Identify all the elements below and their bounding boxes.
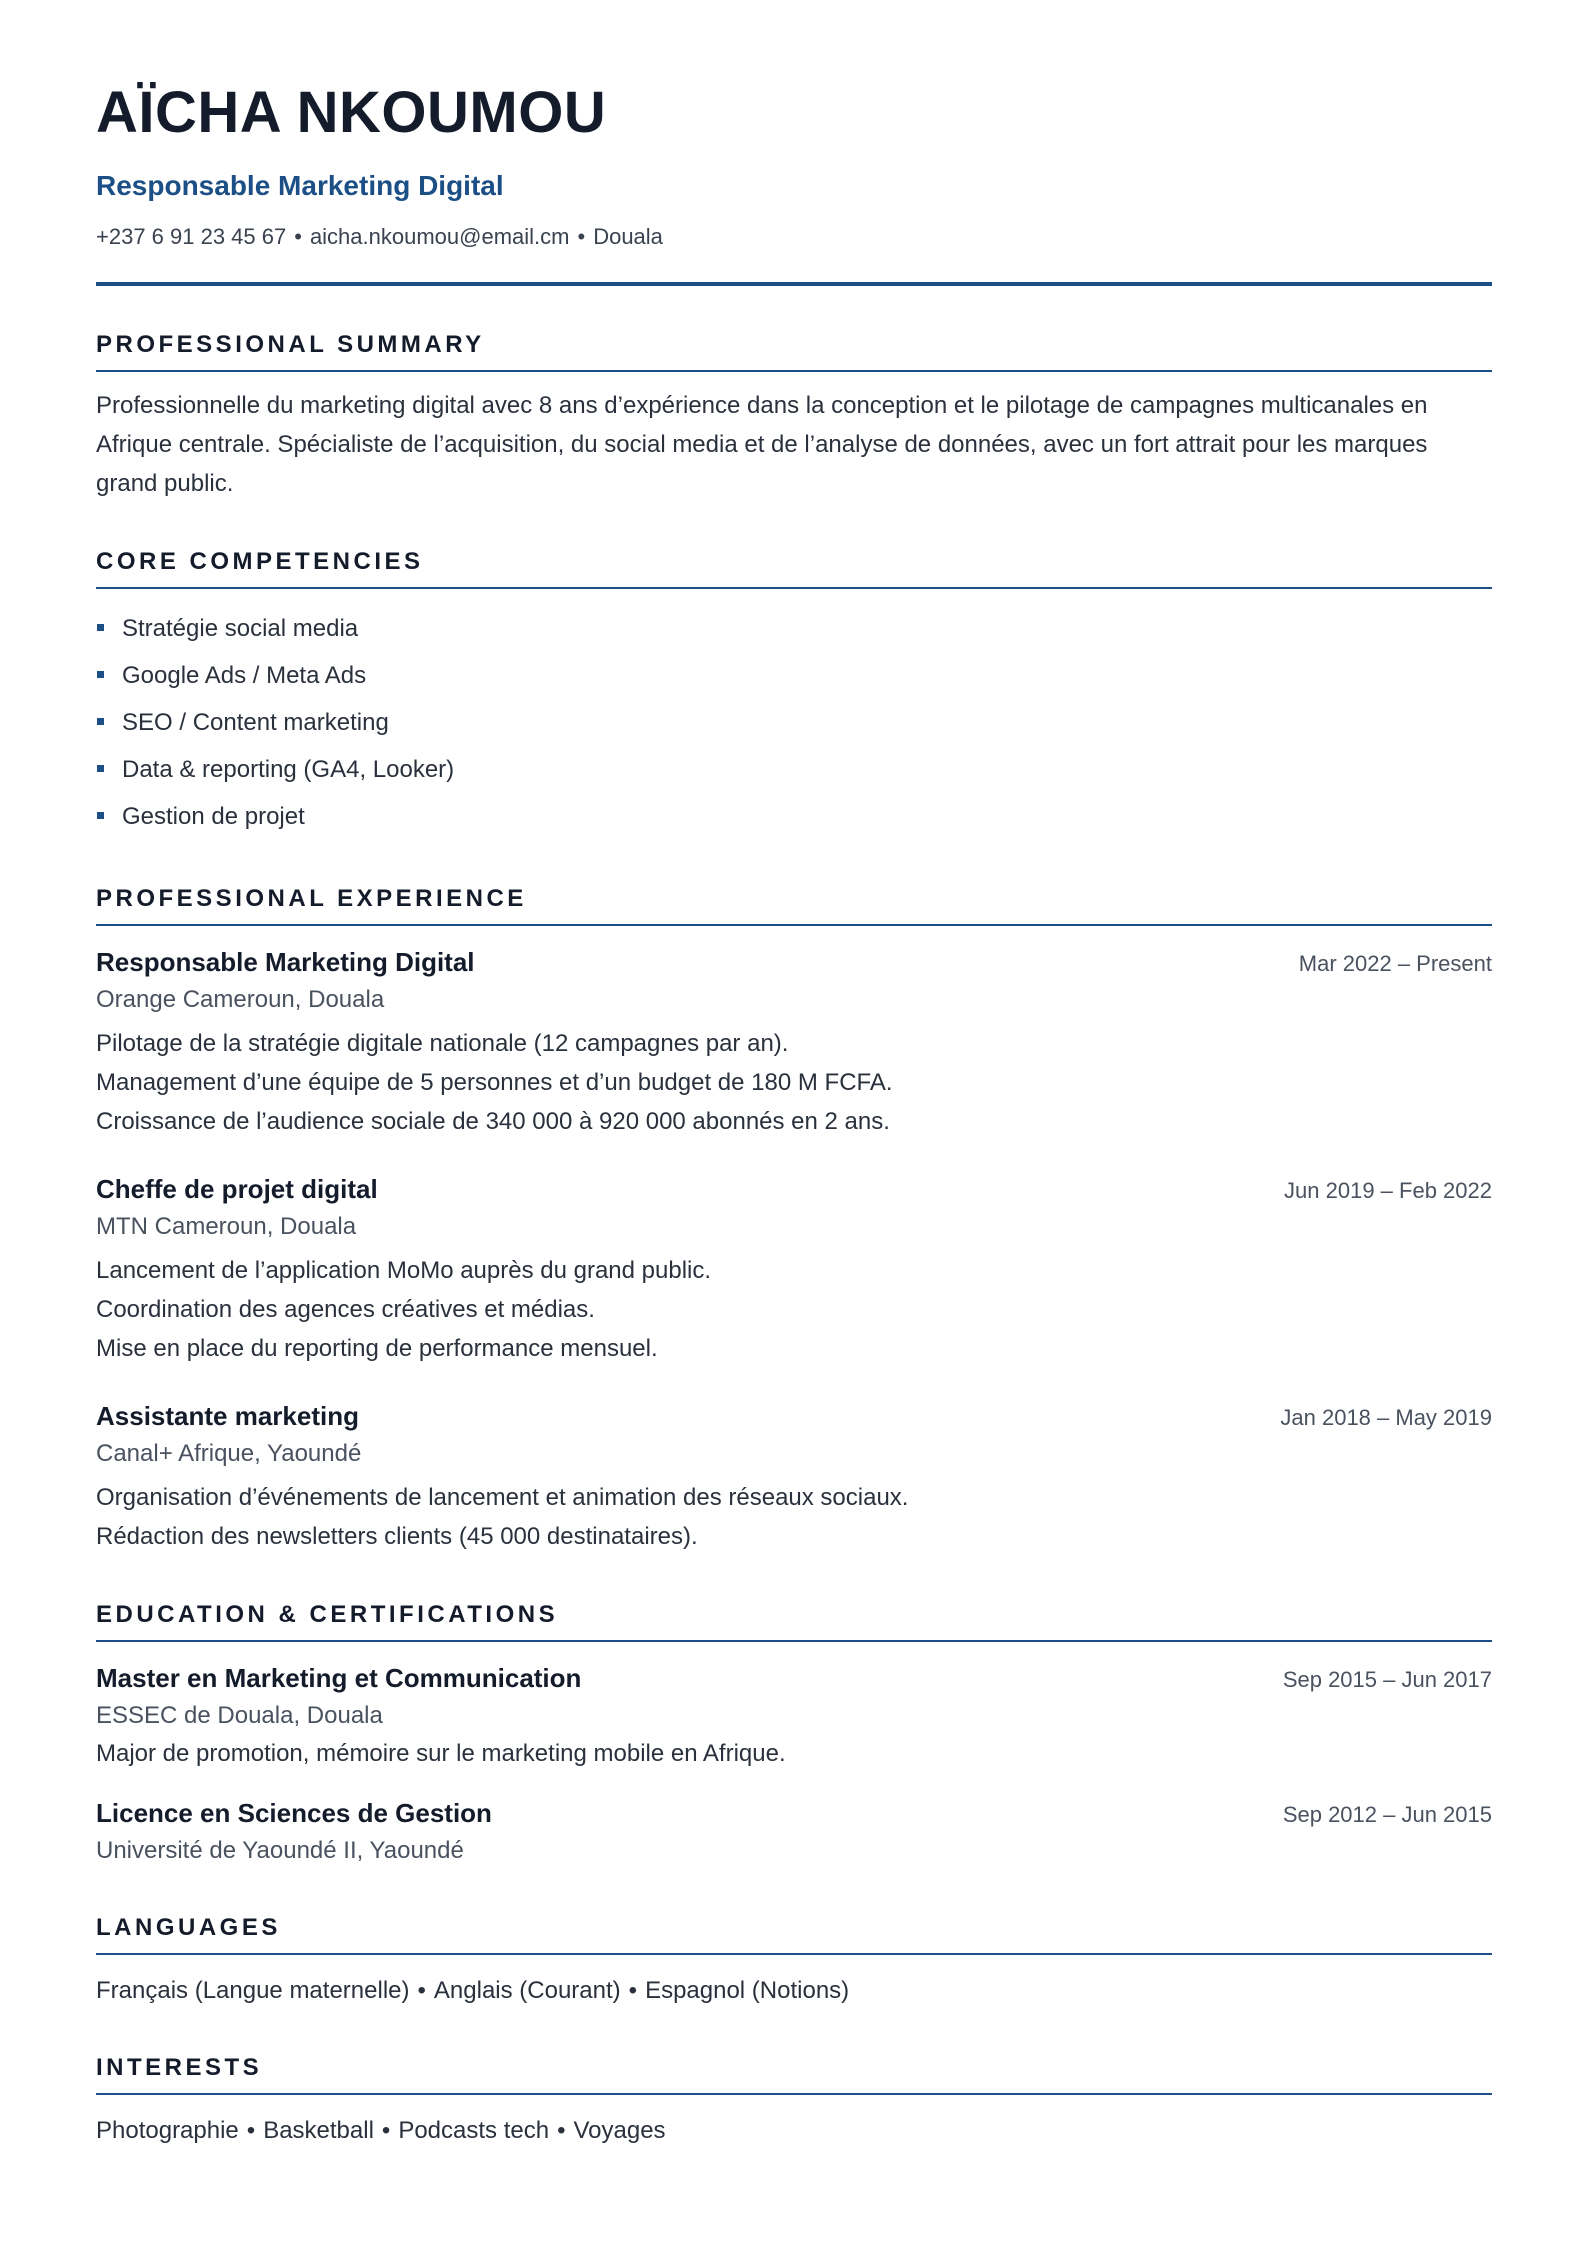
interest-item: Voyages <box>573 2117 666 2144</box>
interest-item: Basketball <box>263 2117 374 2144</box>
employer: Orange Cameroun, Douala <box>96 986 385 1013</box>
languages-list <box>96 1973 1492 2009</box>
interests-list <box>96 2113 1492 2149</box>
contact-separator: • <box>294 224 302 249</box>
competencies-list <box>96 605 1492 840</box>
experience-entry <box>96 944 1492 1141</box>
candidate-name: AÏCHA NKOUMOU <box>96 80 607 145</box>
square-bullet-icon <box>97 624 104 631</box>
contact-separator: • <box>577 224 586 249</box>
section-title: EDUCATION & CERTIFICATIONS <box>96 1600 1492 1642</box>
list-separator: • <box>557 2117 566 2144</box>
square-bullet-icon <box>97 671 104 678</box>
degree-title: Licence en Sciences de Gestion <box>96 1798 492 1828</box>
summary-section <box>96 330 1492 503</box>
interest-item: Photographie <box>96 2117 239 2144</box>
email-address: aicha.nkoumou@email.cm <box>309 224 570 249</box>
phone-number: +237 6 91 23 45 67 <box>96 224 287 249</box>
section-title: PROFESSIONAL SUMMARY <box>96 330 1492 372</box>
competency-item <box>96 699 1492 746</box>
experience-entry <box>96 1398 1492 1556</box>
competencies-section <box>96 547 1492 840</box>
experience-section <box>96 884 1492 1556</box>
job-detail: Rédaction des newsletters clients (45 000 destinataires). <box>96 1523 698 1550</box>
language-item: Français (Langue maternelle) <box>96 1977 410 2004</box>
competency-label: Data & reporting (GA4, Looker) <box>122 756 455 783</box>
degree-title: Master en Marketing et Communication <box>96 1663 582 1693</box>
job-detail: Mise en place du reporting de performance mensuel. <box>96 1335 658 1362</box>
candidate-headline: Responsable Marketing Digital <box>96 170 504 201</box>
square-bullet-icon <box>97 718 104 725</box>
section-title: CORE COMPETENCIES <box>96 547 1492 589</box>
section-title: PROFESSIONAL EXPERIENCE <box>96 884 1492 926</box>
degree-dates: Sep 2015 – Jun 2017 <box>1282 1667 1492 1692</box>
competency-label: SEO / Content marketing <box>122 709 389 736</box>
job-title: Responsable Marketing Digital <box>96 947 475 977</box>
education-entry <box>96 1660 1492 1773</box>
school-name: ESSEC de Douala, Douala <box>96 1702 383 1729</box>
competency-item <box>96 793 1492 840</box>
contact-line <box>96 222 1492 252</box>
city: Douala <box>593 224 663 249</box>
job-detail: Organisation d’événements de lancement et animation des réseaux sociaux. <box>96 1484 909 1511</box>
interest-item: Podcasts tech <box>398 2117 550 2144</box>
education-entry <box>96 1795 1492 1869</box>
languages-section <box>96 1913 1492 2009</box>
competency-item <box>96 652 1492 699</box>
interests-section <box>96 2053 1492 2149</box>
section-title: LANGUAGES <box>96 1913 1492 1955</box>
job-dates: Jan 2018 – May 2019 <box>1280 1405 1492 1430</box>
job-detail: Lancement de l’application MoMo auprès du grand public. <box>96 1257 712 1284</box>
resume-header <box>96 78 1492 286</box>
job-detail: Management d’une équipe de 5 personnes et d’un budget de 180 M FCFA. <box>96 1069 893 1096</box>
competency-label: Stratégie social media <box>122 615 359 642</box>
experience-entry <box>96 1171 1492 1368</box>
list-separator: • <box>417 1977 426 2004</box>
competency-label: Gestion de projet <box>122 803 305 830</box>
competency-label: Google Ads / Meta Ads <box>122 662 367 689</box>
competency-item <box>96 746 1492 793</box>
degree-dates: Sep 2012 – Jun 2015 <box>1282 1802 1492 1827</box>
employer: Canal+ Afrique, Yaoundé <box>96 1440 362 1467</box>
job-detail: Pilotage de la stratégie digitale nationale (12 campagnes par an). <box>96 1030 789 1057</box>
section-title: INTERESTS <box>96 2053 1492 2095</box>
job-detail: Croissance de l’audience sociale de 340 000 à 920 000 abonnés en 2 ans. <box>96 1108 890 1135</box>
competency-item <box>96 605 1492 652</box>
square-bullet-icon <box>97 812 104 819</box>
list-separator: • <box>246 2117 256 2144</box>
list-separator: • <box>381 2117 391 2144</box>
list-separator: • <box>628 1977 638 2004</box>
language-item: Espagnol (Notions) <box>645 1977 850 2004</box>
header-divider <box>96 282 1492 286</box>
education-section <box>96 1600 1492 1869</box>
job-dates: Jun 2019 – Feb 2022 <box>1284 1178 1492 1203</box>
job-dates: Mar 2022 – Present <box>1298 951 1492 976</box>
language-item: Anglais (Courant) <box>433 1977 621 2004</box>
degree-note: Major de promotion, mémoire sur le marketing mobile en Afrique. <box>96 1740 786 1767</box>
summary-text: Professionnelle du marketing digital avec 8 ans d’expérience dans la conception et le pilotage de campagnes multicanales en Afrique centrale. Spécialiste de l’acquisition, du social media et de l’analyse de données, avec un fort attrait pour les marques grand public. <box>96 392 1428 497</box>
job-title: Cheffe de projet digital <box>96 1174 378 1204</box>
square-bullet-icon <box>97 765 104 772</box>
job-title: Assistante marketing <box>96 1401 359 1431</box>
employer: MTN Cameroun, Douala <box>96 1213 357 1240</box>
school-name: Université de Yaoundé II, Yaoundé <box>96 1837 464 1864</box>
job-detail: Coordination des agences créatives et médias. <box>96 1296 595 1323</box>
